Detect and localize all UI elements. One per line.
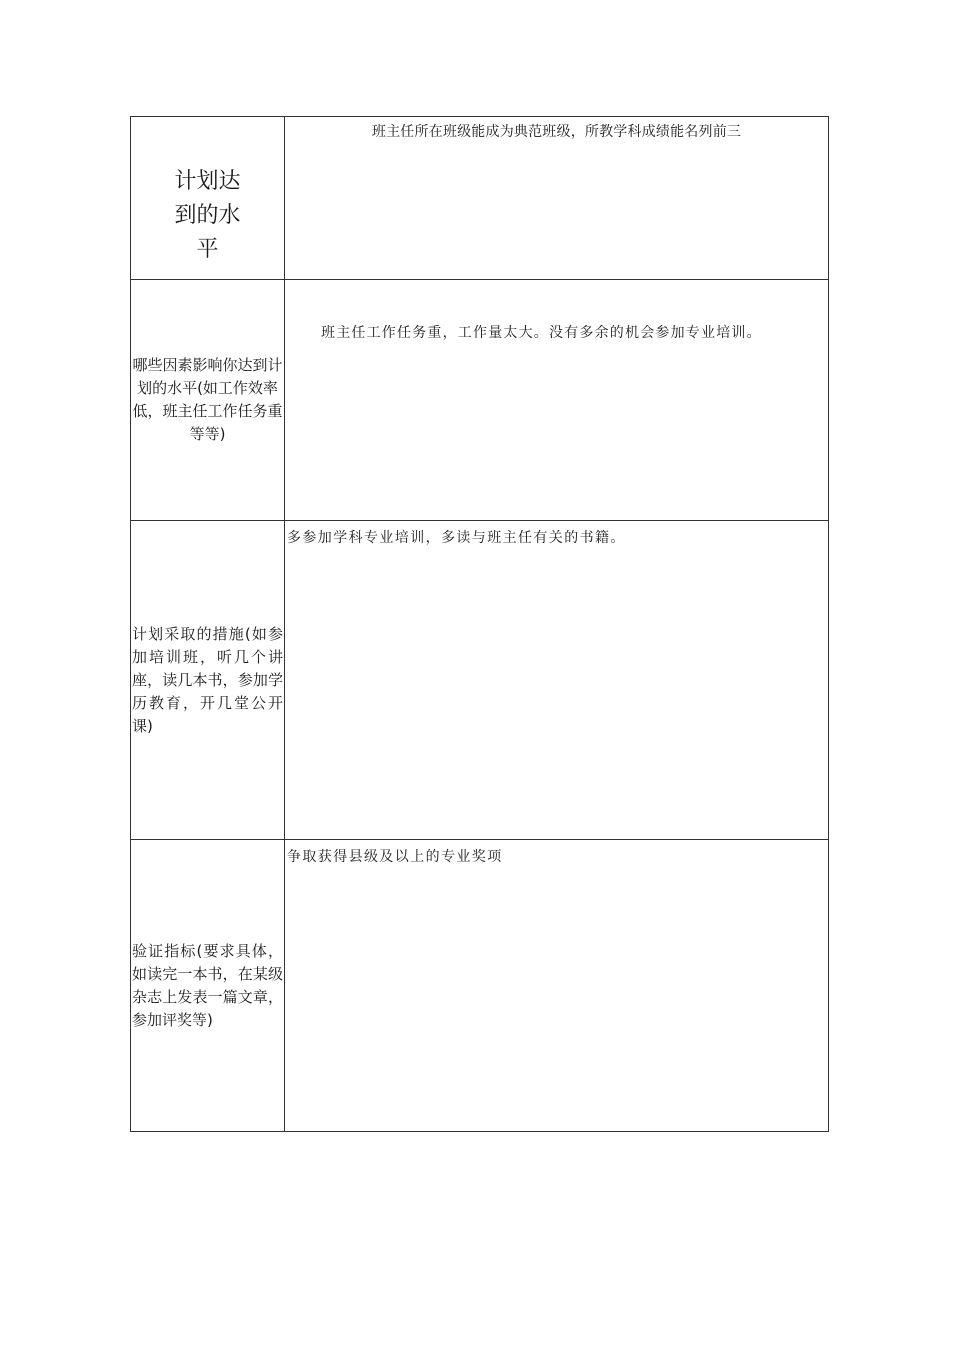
content-cell-target-level (285, 117, 829, 280)
content-cell-planned-measures (285, 521, 829, 840)
content-verification-indicators: 争取获得县级及以上的专业奖项 (287, 849, 503, 865)
content-target-level: 班主任所在班级能成为典范班级，所教学科成绩能名列前三 (371, 124, 742, 140)
content-planned-measures: 多参加学科专业培训，多读与班主任有关的书籍。 (287, 530, 626, 546)
label-influencing-factors: 哪些因素影响你达到计划的水平(如工作效率低，班主任工作任务重等等) (132, 356, 283, 443)
content-influencing-factors: 班主任工作任务重，工作量太大。没有多余的机会参加专业培训。 (321, 325, 762, 341)
table-row-influencing-factors (131, 280, 829, 521)
label-cell-verification-indicators (131, 840, 285, 1132)
label-cell-target-level (131, 117, 285, 280)
label-target-level: 计划达到的水平 (174, 169, 241, 262)
table-row-planned-measures (131, 521, 829, 840)
content-cell-influencing-factors (285, 280, 829, 521)
label-verification-indicators: 验证指标(要求具体，如读完一本书，在某级杂志上发表一篇文章，参加评奖等) (132, 941, 283, 1029)
table-row-verification-indicators (131, 840, 829, 1132)
plan-table (130, 116, 829, 1132)
table-row-target-level (131, 117, 829, 280)
content-cell-verification-indicators (285, 840, 829, 1132)
label-planned-measures: 计划采取的措施(如参加培训班，听几个讲座，读几本书，参加学历教育，开几堂公开课) (132, 624, 283, 735)
label-cell-planned-measures (131, 521, 285, 840)
label-cell-influencing-factors (131, 280, 285, 521)
